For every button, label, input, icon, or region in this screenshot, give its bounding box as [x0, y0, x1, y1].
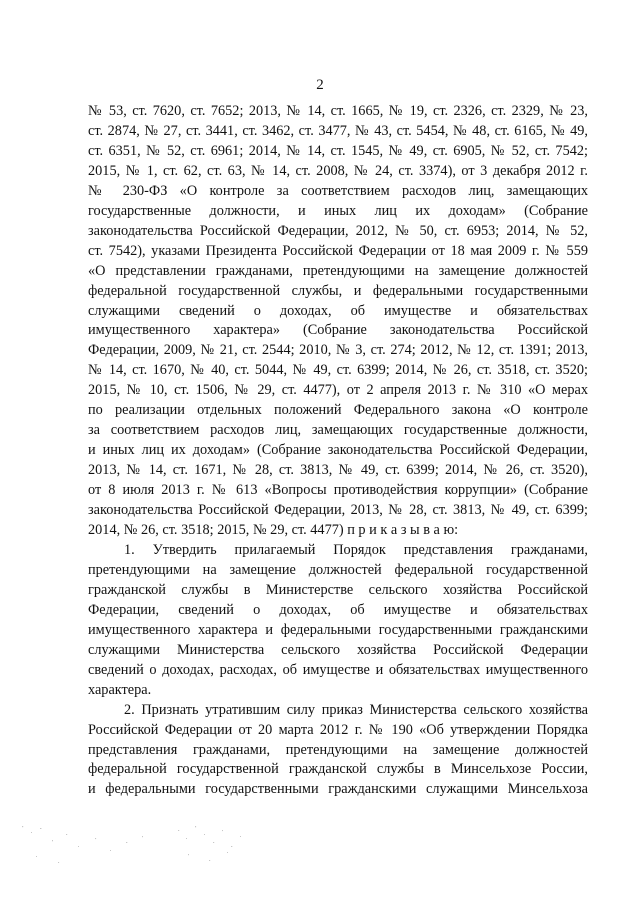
text-line: ст. 2874, № 27, ст. 3441, ст. 3462, ст. 3477, № 43, ст. 5454, № 48, ст. 6165, № 49, — [88, 122, 588, 139]
text-line: «О представлении гражданами, претендующими на замещение должностей — [88, 262, 588, 279]
text-line: служащими Министерства сельского хозяйства Российской Федерации — [88, 641, 588, 658]
document-body — [88, 102, 588, 800]
text-line: 2015, № 10, ст. 1506, № 29, ст. 4477), от 2 апреля 2013 г. № 310 «О мерах — [88, 382, 588, 399]
text-line: сведений о доходах, расходах, об имуществе и обязательствах имущественного — [88, 661, 588, 678]
paragraph-item-1 — [88, 541, 588, 701]
text-line: законодательства Российской Федерации, 2012, № 50, ст. 6953; 2014, № 52, — [88, 222, 588, 239]
page-number: 2 — [316, 77, 324, 93]
text-line: 2013, № 14, ст. 1671, № 28, ст. 3813, № 49, ст. 6399; 2014, № 26, ст. 3520), — [88, 462, 588, 479]
text-line: 2. Признать утратившим силу приказ Министерства сельского хозяйства — [124, 701, 588, 718]
text-line: № 230-ФЗ «О контроле за соответствием расходов лиц, замещающих — [88, 182, 588, 199]
text-line: законодательства Российской Федерации, 2013, № 28, ст. 3813, № 49, ст. 6399; — [88, 502, 588, 519]
text-line: и федеральными государственными гражданскими служащими Минсельхоза — [88, 781, 588, 798]
paragraph-item-2 — [88, 701, 588, 801]
text-line: государственные должности, и иных лиц их доходам» (Собрание — [88, 202, 588, 219]
text-line: от 8 июля 2013 г. № 613 «Вопросы противодействия коррупции» (Собрание — [88, 482, 588, 499]
text-line: имущественного характера и федеральными государственными гражданскими — [88, 621, 588, 638]
text-line: претендующими на замещение должностей федеральной государственной — [88, 561, 588, 578]
text-line: представления гражданами, претендующими на замещение должностей — [88, 741, 588, 758]
text-line: имущественного характера» (Собрание законодательства Российской — [88, 322, 588, 339]
text-line: 2014, № 26, ст. 3518; 2015, № 29, ст. 4477) п р и к а з ы в а ю: — [88, 522, 459, 539]
text-line: гражданской службы в Министерстве сельского хозяйства Российской — [88, 581, 588, 598]
text-line: федеральной государственной гражданской службы в Минсельхозе России, — [88, 761, 588, 778]
text-line: Федерации, сведений о доходах, об имуществе и обязательствах — [88, 601, 588, 618]
text-line: 2015, № 1, ст. 62, ст. 63, № 14, ст. 2008, № 24, ст. 3374), от 3 декабря 2012 г. — [88, 162, 588, 179]
text-line: № 14, ст. 1670, № 40, ст. 5044, № 49, ст. 6399; 2014, № 26, ст. 3518, ст. 3520; — [88, 362, 588, 379]
text-line: по реализации отдельных положений Федерального закона «О контроле — [88, 402, 588, 419]
text-line: ст. 6351, № 52, ст. 6961; 2014, № 14, ст. 1545, № 49, ст. 6905, № 52, ст. 7542; — [88, 142, 588, 159]
text-line: 1. Утвердить прилагаемый Порядок представления гражданами, — [124, 541, 588, 558]
text-line: № 53, ст. 7620, ст. 7652; 2013, № 14, ст. 1665, № 19, ст. 2326, ст. 2329, № 23, — [88, 103, 588, 119]
text-line: Российской Федерации от 20 марта 2012 г. № 190 «Об утверждении Порядка — [88, 721, 588, 738]
text-line: служащими сведений о доходах, об имуществе и обязательствах — [88, 302, 588, 319]
text-line: федеральной государственной службы, и федеральными государственными — [88, 282, 588, 299]
text-line: характера. — [88, 681, 152, 698]
text-line: ст. 7542), указами Президента Российской Федерации от 18 мая 2009 г. № 559 — [88, 242, 588, 259]
text-line: за соответствием расходов лиц, замещающих государственные должности, — [88, 422, 588, 439]
paragraph-intro — [88, 102, 588, 541]
text-line: Федерации, 2009, № 21, ст. 2544; 2010, № 3, ст. 274; 2012, № 12, ст. 1391; 2013, — [88, 342, 588, 359]
text-line: и иных лиц их доходам» (Собрание законодательства Российской Федерации, — [88, 442, 588, 459]
